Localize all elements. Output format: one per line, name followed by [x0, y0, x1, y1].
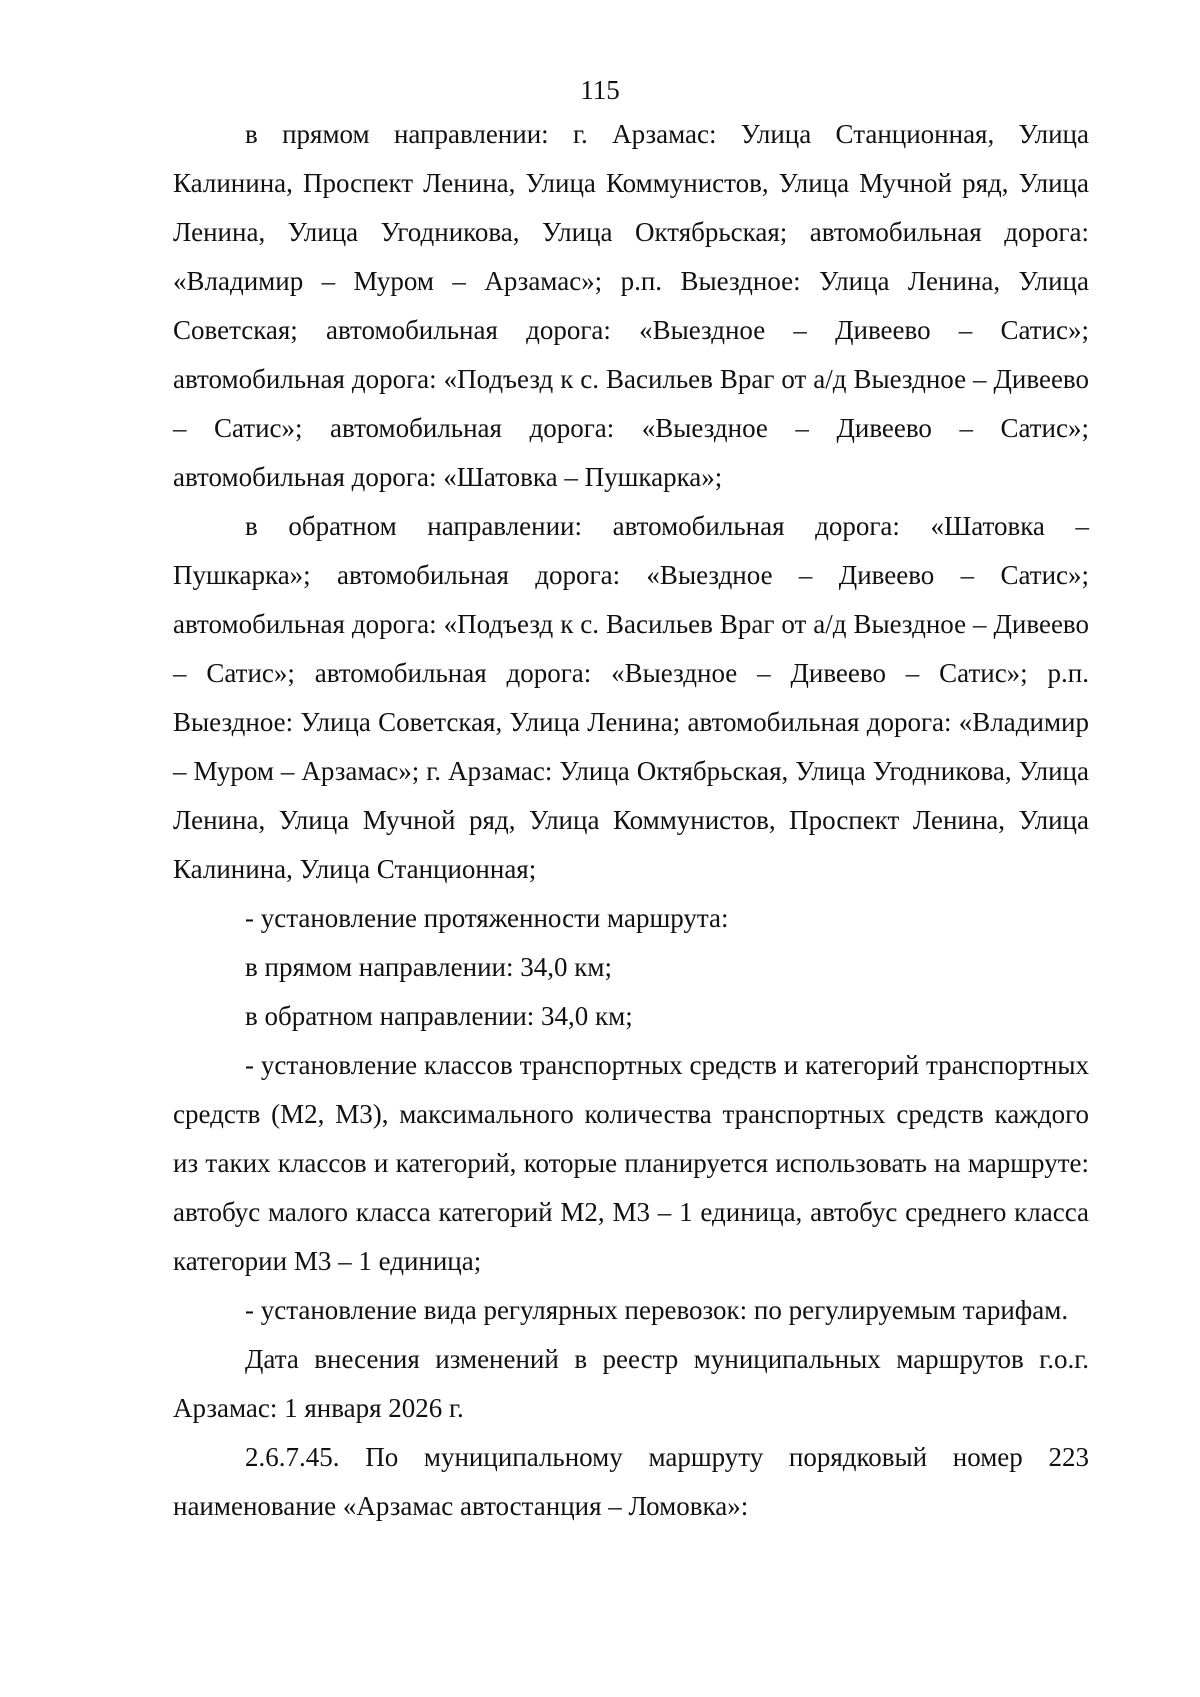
document-body [173, 110, 1089, 1531]
paragraph-next-route-heading: 2.6.7.45. По муниципальному маршруту порядковый номер 223 наименование «Арзамас автостанция – Ломовка»: [173, 1442, 1089, 1521]
paragraph-forward-length: в прямом направлении: 34,0 км; [245, 952, 612, 982]
paragraph-registry-date: Дата внесения изменений в реестр муниципальных маршрутов г.о.г. Арзамас: 1 января 2026 г. [173, 1344, 1089, 1423]
paragraph-transport-type: - установление вида регулярных перевозок: по регулируемым тарифам. [245, 1295, 1069, 1325]
paragraph-vehicle-classes: - установление классов транспортных средств и категорий транспортных средств (М2, М3), максимального количества транспортных средств каждого из таких классов и категорий, которые планируется использовать на маршруте: автобус малого класса категорий М2, М3 – 1 единица, автобус среднего класса категории М3 – 1 единица; [173, 1050, 1089, 1276]
paragraph-reverse-route: в обратном направлении: автомобильная дорога: «Шатовка – Пушкарка»; автомобильная дорога: «Выездное – Дивеево – Сатис»; автомобильная дорога: «Подъезд к с. Васильев Враг от а/д Выездное – Дивеево – Сатис»; автомобильная дорога: «Выездное – Дивеево – Сатис»; р.п. Выездное: Улица Советская, Улица Ленина; автомобильная дорога: «Владимир – Муром – Арзамас»; г. Арзамас: Улица Октябрьская, Улица Угодникова, Улица Ленина, Улица Мучной ряд, Улица Коммунистов, Проспект Ленина, Улица Калинина, Улица Станционная; [173, 511, 1089, 884]
page-number: 115 [580, 75, 620, 105]
paragraph-reverse-length: в обратном направлении: 34,0 км; [245, 1001, 633, 1031]
paragraph-forward-route: в прямом направлении: г. Арзамас: Улица Станционная, Улица Калинина, Проспект Ленина, Улица Коммунистов, Улица Мучной ряд, Улица Ленина, Улица Угодникова, Улица Октябрьская; автомобильная дорога: «Владимир – Муром – Арзамас»; р.п. Выездное: Улица Ленина, Улица Советская; автомобильная дорога: «Выездное – Дивеево – Сатис»; автомобильная дорога: «Подъезд к с. Васильев Враг от а/д Выездное – Дивеево – Сатис»; автомобильная дорога: «Выездное – Дивеево – Сатис»; автомобильная дорога: «Шатовка – Пушкарка»; [173, 119, 1089, 492]
paragraph-route-length-heading: - установление протяженности маршрута: [245, 903, 729, 933]
